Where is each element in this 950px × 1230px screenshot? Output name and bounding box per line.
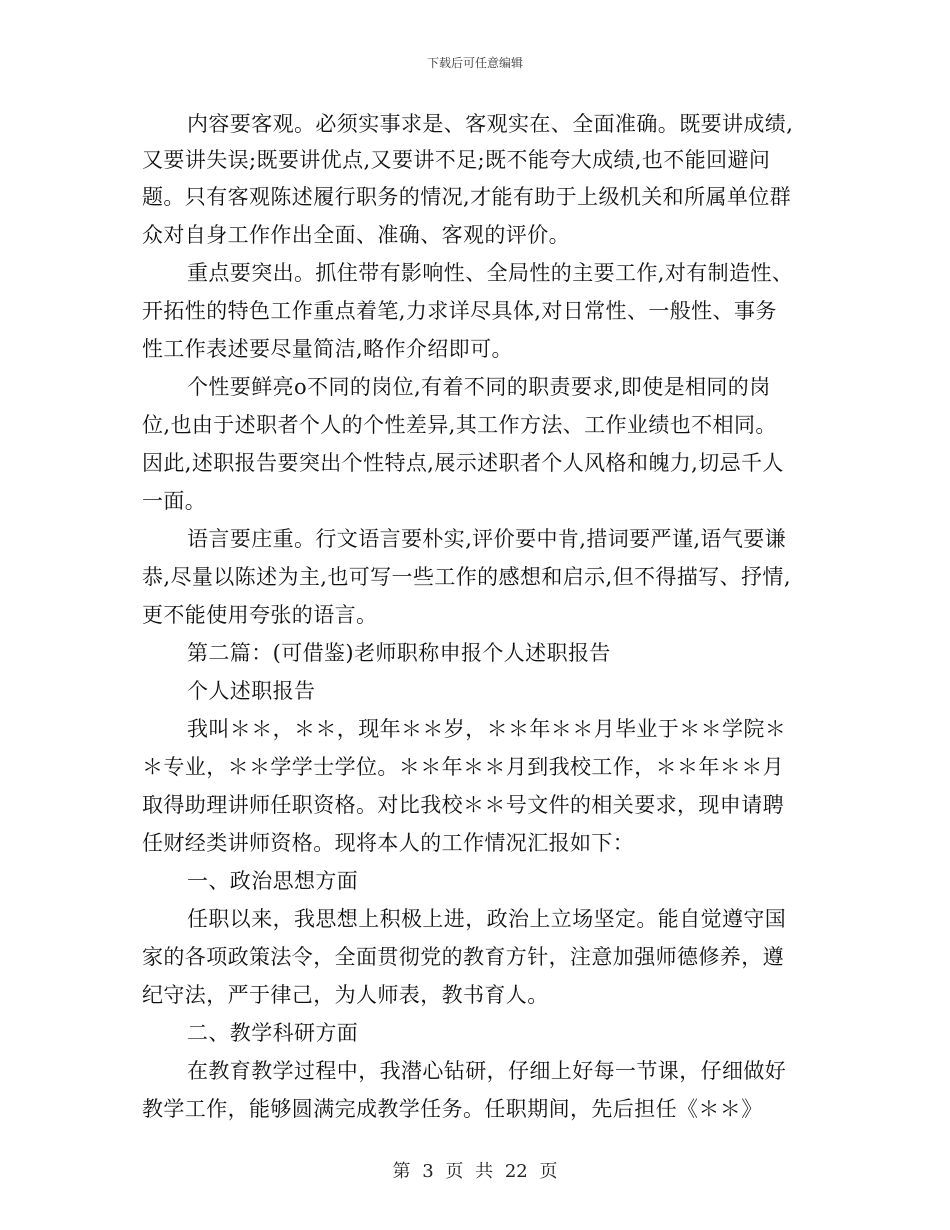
text-line: 又要讲失误;既要讲优点,又要讲不足;既不能夸大成绩,也不能回避问	[142, 148, 771, 172]
text-line: 开拓性的特色工作重点着笔,力求详尽具体,对日常性、一般性、事务	[142, 299, 777, 323]
text-line: 语言要庄重。行文语言要朴实,评价要中肯,措词要严谨,语气要谦	[187, 527, 787, 551]
text-line: 更不能使用夸张的语言。	[142, 603, 378, 627]
text-line: 教学工作，能够圆满完成教学任务。任职期间，先后担任《＊＊》	[142, 1097, 763, 1121]
page-header: 下载后可任意编辑	[426, 56, 523, 70]
page-number: 第 3 页 共 22 页	[392, 1161, 558, 1182]
report-title: 个人述职报告	[187, 679, 316, 703]
text-line: 重点要突出。抓住带有影响性、全局性的主要工作,对有制造性、	[187, 261, 794, 285]
text-line: 家的各项政策法令，全面贯彻党的教育方针，注意加强师德修养，遵	[142, 945, 784, 969]
section-title: 第二篇：(可借鉴)老师职称申报个人述职报告	[187, 641, 611, 665]
text-line: 任财经类讲师资格。现将本人的工作情况汇报如下：	[142, 831, 635, 855]
subsection-heading: 一、政治思想方面	[187, 869, 359, 893]
text-line: 纪守法，严于律己，为人师表，教书育人。	[142, 983, 549, 1007]
text-line: 一面。	[142, 489, 207, 513]
text-line: 我叫＊＊，＊＊，现年＊＊岁，＊＊年＊＊月毕业于＊＊学院＊	[187, 717, 787, 741]
subsection-heading: 二、教学科研方面	[187, 1021, 359, 1045]
text-line: 题。只有客观陈述履行职务的情况,才能有助于上级机关和所属单位群	[142, 185, 792, 209]
text-line: 在教育教学过程中，我潜心钻研，仔细上好每一节课，仔细做好	[187, 1059, 787, 1083]
text-line: ＊专业，＊＊学学士学位。＊＊年＊＊月到我校工作，＊＊年＊＊月	[142, 755, 784, 779]
text-line: 因此,述职报告要突出个性特点,展示述职者个人风格和魄力,切忌千人	[142, 451, 784, 475]
text-line: 个性要鲜亮o不同的岗位,有着不同的职责要求,即使是相同的岗	[187, 375, 771, 399]
text-line: 性工作表述要尽量简洁,略作介绍即可。	[142, 337, 513, 361]
text-line: 取得助理讲师任职资格。对比我校＊＊号文件的相关要求，现申请聘	[142, 793, 784, 817]
text-line: 众对自身工作作出全面、准确、客观的评价。	[142, 223, 570, 247]
text-line: 内容要客观。必须实事求是、客观实在、全面准确。既要讲成绩,	[187, 112, 794, 136]
text-line: 恭,尽量以陈述为主,也可写一些工作的感想和启示,但不得描写、抒情,	[142, 565, 791, 589]
text-line: 任职以来，我思想上积极上进，政治上立场坚定。能自觉遵守国	[187, 907, 787, 931]
text-line: 位,也由于述职者个人的个性差异,其工作方法、工作业绩也不相同。	[142, 413, 777, 437]
